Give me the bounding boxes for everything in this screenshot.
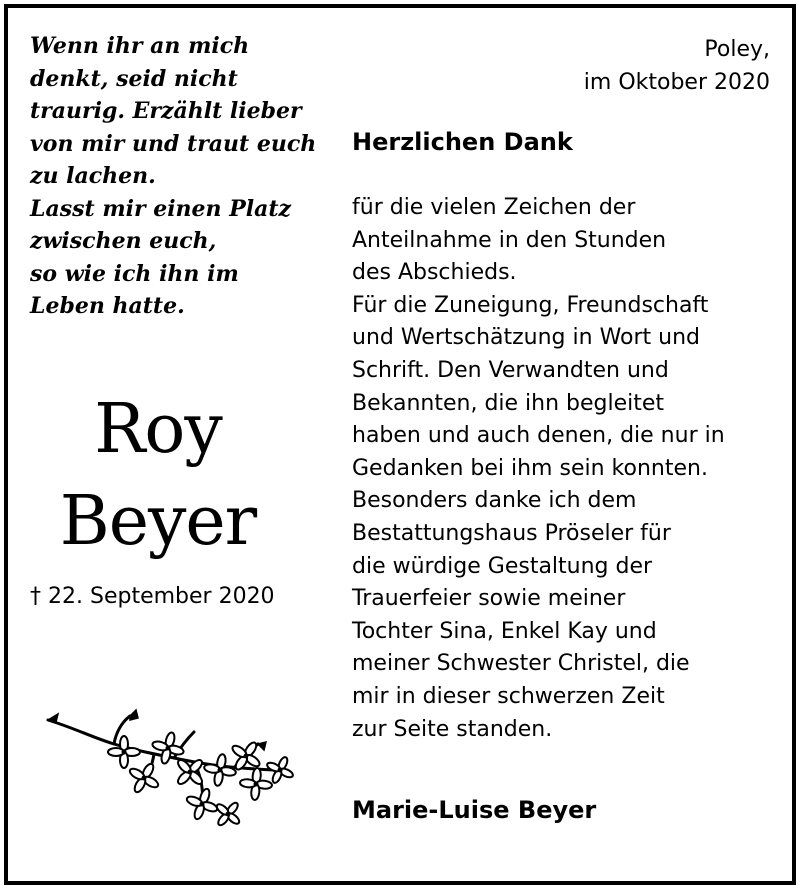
deceased-first-name: Roy	[94, 390, 222, 469]
quote-line: Leben hatte.	[30, 293, 185, 319]
quote-line: zwischen euch,	[30, 228, 217, 254]
death-date: † 22. September 2020	[30, 584, 275, 609]
quote-line: traurig. Erzählt lieber	[30, 98, 302, 124]
thanks-line: Für die Zuneigung, Freundschaft	[352, 292, 709, 318]
thanks-heading: Herzlichen Dank	[352, 128, 573, 156]
thanks-line: haben und auch denen, die nur in	[352, 423, 725, 449]
memorial-quote	[30, 30, 320, 323]
thanks-line: Trauerfeier sowie meiner	[352, 586, 626, 612]
quote-line: denkt, seid nicht	[30, 65, 238, 92]
thanks-line: Tochter Sina, Enkel Kay und	[352, 618, 657, 644]
thanks-line: Schrift. Den Verwandten und	[352, 357, 669, 383]
thanks-line: die würdige Gestaltung der	[352, 553, 653, 579]
thanks-line: meiner Schwester Christel, die	[352, 651, 690, 677]
quote-line: Lasst mir einen Platz	[30, 195, 292, 222]
thanks-line: Bekannten, die ihn begleitet	[352, 390, 665, 416]
thanks-line: mir in dieser schwerzen Zeit	[352, 683, 665, 709]
thanks-line: Besonders danke ich dem	[352, 488, 637, 514]
thanks-line: und Wertschätzung in Wort und	[352, 325, 701, 351]
deceased-last-name: Beyer	[59, 482, 257, 561]
thanks-line: Bestattungshaus Pröseler für	[352, 520, 671, 546]
thanks-line: für die vielen Zeichen der	[352, 195, 636, 220]
thanks-text	[352, 192, 772, 746]
place-date	[584, 34, 770, 99]
quote-line: Wenn ihr an mich	[30, 33, 250, 59]
quote-line: von mir und traut euch	[30, 130, 317, 157]
date: im Oktober 2020	[583, 69, 770, 95]
thanks-line: Anteilnahme in den Stunden	[352, 227, 667, 253]
quote-line: so wie ich ihn im	[30, 260, 239, 287]
signature: Marie-Luise Beyer	[352, 796, 597, 824]
thanks-line: zur Seite standen.	[352, 716, 553, 742]
blossom-branch-icon	[44, 708, 308, 834]
thanks-line: des Abschieds.	[352, 260, 517, 286]
quote-line: zu lachen.	[30, 163, 156, 189]
thanks-line: Gedanken bei ihm sein konnten.	[352, 455, 708, 481]
place: Poley,	[704, 37, 770, 62]
